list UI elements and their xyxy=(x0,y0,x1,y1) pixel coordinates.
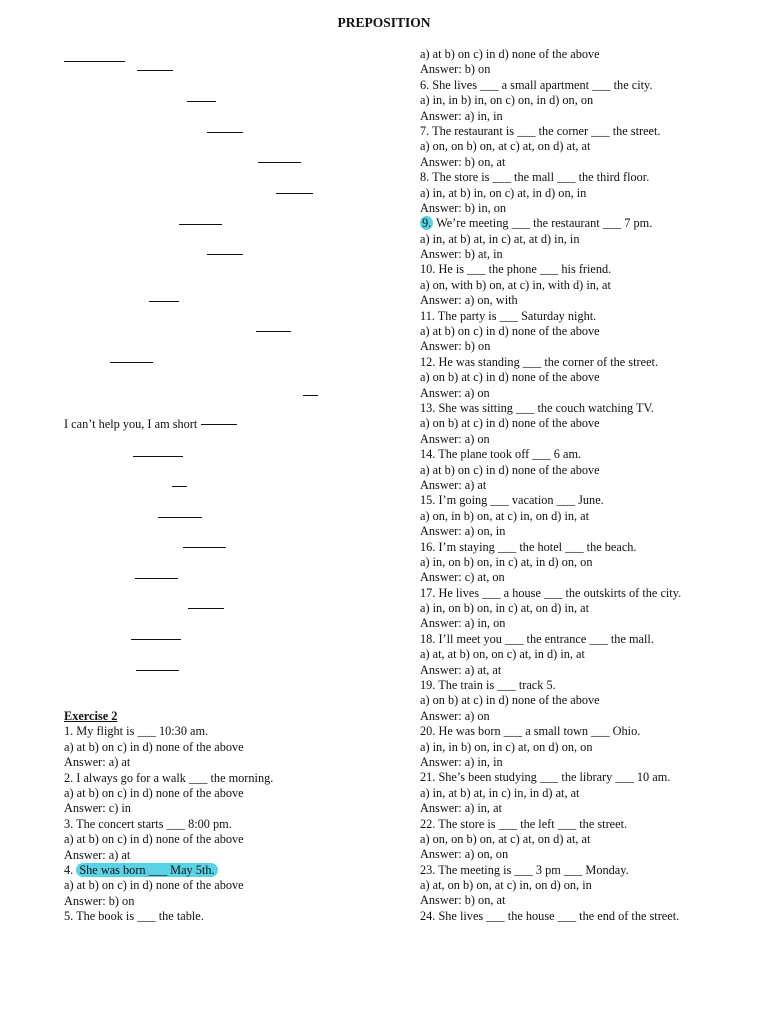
exercise-line: a) in, in b) on, in c) at, on d) on, on xyxy=(420,739,593,754)
exercise-line: Answer: a) in, on xyxy=(420,616,506,631)
exercise-line: 14. The plane took off ___ 6 am. xyxy=(420,447,582,462)
exercise-line: a) at b) on c) in d) none of the above xyxy=(420,324,600,339)
exercise-line: 15. I’m going ___ vacation ___ June. xyxy=(420,493,604,508)
exercise-line: 10. He is ___ the phone ___ his friend. xyxy=(420,262,612,277)
exercise-line: 7. The restaurant is ___ the corner ___ the street. xyxy=(420,123,661,138)
short-line-text: I can’t help you, I am short xyxy=(64,417,198,431)
exercise-line: a) at, on b) on, at c) in, on d) on, in xyxy=(420,878,592,893)
exercise-line xyxy=(420,924,681,939)
blank-line xyxy=(303,395,318,396)
exercise-line: a) on, in b) on, at c) in, on d) in, at xyxy=(420,508,590,523)
exercise-line: a) at b) on c) in d) none of the above xyxy=(64,739,244,754)
exercise-line: 23. The meeting is ___ 3 pm ___ Monday. xyxy=(420,862,629,877)
blank-line xyxy=(172,486,187,487)
blank-line xyxy=(158,517,202,518)
exercise-line: Answer: a) in, in xyxy=(420,108,503,123)
exercise-line: a) in, at b) in, on c) at, in d) on, in xyxy=(420,185,587,200)
question-number: 4. xyxy=(64,862,74,877)
blank-line xyxy=(137,70,173,71)
blank-line xyxy=(149,301,179,302)
question-text: We’re meeting ___ the restaurant ___ 7 pm. xyxy=(433,216,653,231)
exercise-line: a) at b) on c) in d) none of the above xyxy=(64,832,244,847)
exercise-line: a) in, at b) at, in c) in, in d) at, at xyxy=(420,785,580,800)
exercise-heading: Exercise 2 xyxy=(64,709,118,723)
exercise-line: 5. The book is ___ the table. xyxy=(64,909,204,924)
short-line-sentence xyxy=(64,417,237,432)
blank-line xyxy=(179,224,222,225)
blank-line xyxy=(207,132,243,133)
exercise-line: a) in, on b) on, in c) at, on d) in, at xyxy=(420,601,590,616)
exercise-line: 3. The concert starts ___ 8:00 pm. xyxy=(64,816,232,831)
exercise-line: Answer: b) on xyxy=(420,339,491,354)
exercise-line: 22. The store is ___ the left ___ the street. xyxy=(420,816,628,831)
blank-line xyxy=(135,578,178,579)
exercise-line: Answer: b) on, at xyxy=(420,893,506,908)
exercise-line: a) at b) on c) in d) none of the above xyxy=(64,878,244,893)
exercise-line: a) on b) at c) in d) none of the above xyxy=(420,416,600,431)
exercise-line: 13. She was sitting ___ the couch watching TV. xyxy=(420,400,654,415)
exercise-line: Answer: a) at xyxy=(64,847,131,862)
exercise-line: 8. The store is ___ the mall ___ the third floor. xyxy=(420,170,650,185)
exercise-line: a) on, on b) on, at c) at, on d) at, at xyxy=(420,831,591,846)
exercise-line: Answer: a) on, on xyxy=(420,847,509,862)
exercise-line: Answer: a) on xyxy=(420,431,490,446)
exercise-line: Answer: b) at, in xyxy=(420,247,503,262)
exercise-line: Answer: b) on xyxy=(64,893,135,908)
exercise-line: Answer: a) on, in xyxy=(420,524,506,539)
exercise-line: 16. I’m staying ___ the hotel ___ the beach. xyxy=(420,539,637,554)
exercise-line: 2. I always go for a walk ___ the morning. xyxy=(64,770,274,785)
exercise-line: 1. My flight is ___ 10:30 am. xyxy=(64,724,209,739)
blank-line xyxy=(201,424,237,425)
exercise-line: Answer: b) on, at xyxy=(420,154,506,169)
blank-line xyxy=(64,61,125,62)
exercise-line: 6. She lives ___ a small apartment ___ the city. xyxy=(420,77,653,92)
exercise-line: 12. He was standing ___ the corner of the street. xyxy=(420,354,659,369)
exercise-line: a) on, with b) on, at c) in, with d) in, at xyxy=(420,277,611,292)
exercise-line-highlighted xyxy=(420,216,681,231)
exercise-line: 20. He was born ___ a small town ___ Ohio. xyxy=(420,724,641,739)
exercise-line: a) at, at b) on, on c) at, in d) in, at xyxy=(420,647,585,662)
right-column xyxy=(420,47,681,940)
exercise-line: Answer: a) in, at xyxy=(420,801,502,816)
blank-line xyxy=(276,193,313,194)
exercise-line: a) at b) on c) in d) none of the above xyxy=(420,462,600,477)
exercise-line: 21. She’s been studying ___ the library ___ 10 am. xyxy=(420,770,671,785)
exercise-line: a) at b) on c) in d) none of the above xyxy=(64,785,244,800)
blank-line xyxy=(187,101,216,102)
highlighted-text: She was born ___ May 5th. xyxy=(76,863,217,877)
exercise-line: 17. He lives ___ a house ___ the outskirts of the city. xyxy=(420,585,682,600)
blank-line xyxy=(131,639,181,640)
exercise-line: a) in, on b) on, in c) at, in d) on, on xyxy=(420,554,593,569)
blank-line xyxy=(133,456,183,457)
exercise-line: Answer: a) on xyxy=(420,708,490,723)
exercise-line: a) on b) at c) in d) none of the above xyxy=(420,370,600,385)
blank-line xyxy=(110,362,153,363)
exercise-line: a) in, in b) in, on c) on, in d) on, on xyxy=(420,93,594,108)
exercise-line: a) at b) on c) in d) none of the above xyxy=(420,47,600,61)
exercise-line: Answer: b) in, on xyxy=(420,200,507,215)
exercise-line: a) on, on b) on, at c) at, on d) at, at xyxy=(420,139,591,154)
exercise-line: 24. She lives ___ the house ___ the end of the street. xyxy=(420,908,680,923)
question-number-highlighted: 9. xyxy=(422,216,432,231)
exercise-line: Answer: a) at xyxy=(64,755,131,770)
exercise-line: 18. I’ll meet you ___ the entrance ___ the mall. xyxy=(420,631,654,646)
exercise-line: a) in, at b) at, in c) at, at d) in, in xyxy=(420,231,580,246)
blank-line xyxy=(188,608,224,609)
exercise-line: Answer: a) at, at xyxy=(420,662,502,677)
blank-line xyxy=(258,162,301,163)
exercise-line: Answer: a) on xyxy=(420,385,490,400)
exercise-line: Answer: c) in xyxy=(64,801,131,816)
exercise-2 xyxy=(64,709,273,924)
exercise-line: Answer: a) in, in xyxy=(420,754,503,769)
exercise-line: a) on b) at c) in d) none of the above xyxy=(420,693,600,708)
exercise-line: Answer: a) at xyxy=(420,477,487,492)
exercise-line: 19. The train is ___ track 5. xyxy=(420,678,556,693)
blank-line xyxy=(183,547,226,548)
exercise-line: Answer: a) on, with xyxy=(420,293,518,308)
exercise-line: 11. The party is ___ Saturday night. xyxy=(420,308,597,323)
exercise-line: Answer: c) at, on xyxy=(420,570,505,585)
blank-line xyxy=(136,670,179,671)
exercise-line-highlighted xyxy=(64,863,273,878)
blank-line xyxy=(256,331,291,332)
exercise-line: Answer: b) on xyxy=(420,62,491,77)
blank-line xyxy=(207,254,243,255)
page-title: PREPOSITION xyxy=(337,15,431,30)
